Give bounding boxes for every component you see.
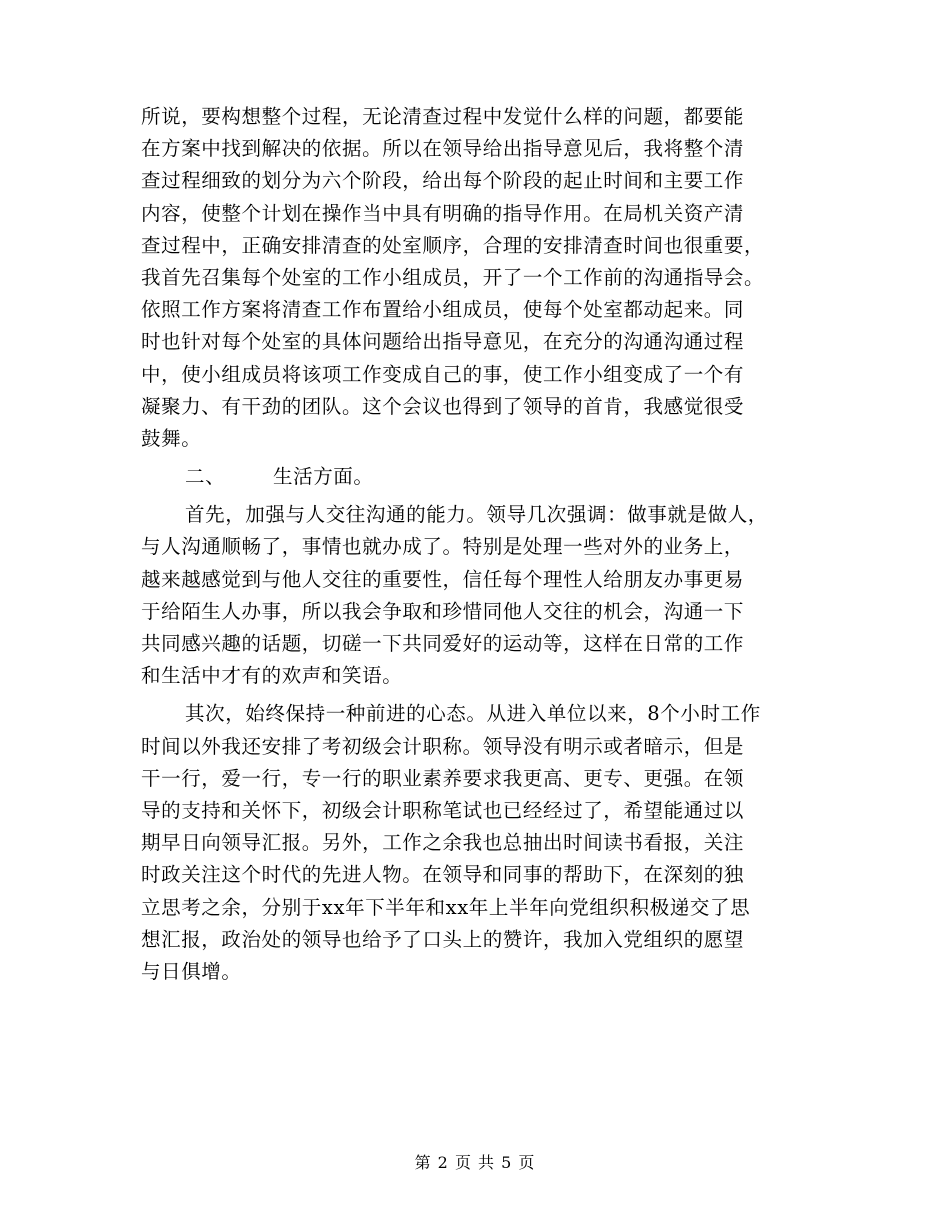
paragraph-line: 时也针对每个处室的具体问题给出指导意见，在充分的沟通沟通过程 <box>141 330 745 354</box>
paragraph-line: 中，使小组成员将该项工作变成自己的事，使工作小组变成了一个有 <box>141 362 745 386</box>
document-body <box>141 101 813 988</box>
paragraph-line: 时间以外我还安排了考初级会计职称。领导没有明示或者暗示，但是 <box>141 734 745 758</box>
section-title: 生活方面。 <box>273 465 374 489</box>
paragraph-line: 越来越感觉到与他人交往的重要性，信任每个理性人给朋友办事更易 <box>141 567 745 591</box>
section-number: 二、 <box>185 465 226 489</box>
paragraph-line: 和生活中才有的欢声和笑语。 <box>141 664 403 688</box>
paragraph-line: 首先，加强与人交往沟通的能力。领导几次强调：做事就是做人， <box>185 503 768 527</box>
paragraph-line: 在方案中找到解决的依据。所以在领导给出指导意见后，我将整个清 <box>141 137 745 161</box>
paragraph-line: 导的支持和关怀下，初级会计职称笔试也已经经过了，希望能通过以 <box>141 798 745 822</box>
paragraph-line: 时政关注这个时代的先进人物。在领导和同事的帮助下，在深刻的独 <box>141 863 745 887</box>
paragraph-2 <box>141 499 813 692</box>
paragraph-line: 与人沟通顺畅了，事情也就办成了。特别是处理一些对外的业务上， <box>141 535 745 559</box>
section-heading <box>141 461 813 493</box>
paragraph-line: 内容，使整个计划在操作当中具有明确的指导作用。在局机关资产清 <box>141 201 745 225</box>
paragraph-line: 想汇报，政治处的领导也给予了口头上的赞许，我加入党组织的愿望 <box>141 927 745 951</box>
paragraph-line: 干一行，爱一行，专一行的职业素养要求我更高、更专、更强。在领 <box>141 766 745 790</box>
paragraph-line: 凝聚力、有干劲的团队。这个会议也得到了领导的首肯，我感觉很受 <box>141 394 745 418</box>
paragraph-line: 与日俱增。 <box>141 959 242 983</box>
paragraph-line: 查过程中，正确安排清查的处室顺序，合理的安排清查时间也很重要， <box>141 233 765 257</box>
paragraph-line: 我首先召集每个处室的工作小组成员，开了一个工作前的沟通指导会。 <box>141 265 765 289</box>
paragraph-line: 其次，始终保持一种前进的心态。从进入单位以来，8个小时工作 <box>185 702 761 726</box>
paragraph-line: 期早日向领导汇报。另外，工作之余我也总抽出时间读书看报，关注 <box>141 831 745 855</box>
paragraph-line: 所说，要构想整个过程，无论清查过程中发觉什么样的问题，都要能 <box>141 105 745 128</box>
paragraph-line: 共同感兴趣的话题，切磋一下共同爱好的运动等，这样在日常的工作 <box>141 632 745 655</box>
page-footer: 第 2 页 共 5 页 <box>414 1153 536 1172</box>
paragraph-line: 立思考之余，分别于xx年下半年和xx年上半年向党组织积极递交了思 <box>141 895 751 919</box>
paragraph-line: 于给陌生人办事，所以我会争取和珍惜同他人交往的机会，沟通一下 <box>141 599 745 623</box>
paragraph-1 <box>141 101 813 455</box>
paragraph-line: 依照工作方案将清查工作布置给小组成员，使每个处室都动起来。同 <box>141 298 745 322</box>
paragraph-line: 查过程细致的划分为六个阶段，给出每个阶段的起止时间和主要工作 <box>141 169 745 193</box>
paragraph-3 <box>141 698 813 988</box>
paragraph-line: 鼓舞。 <box>141 426 202 450</box>
